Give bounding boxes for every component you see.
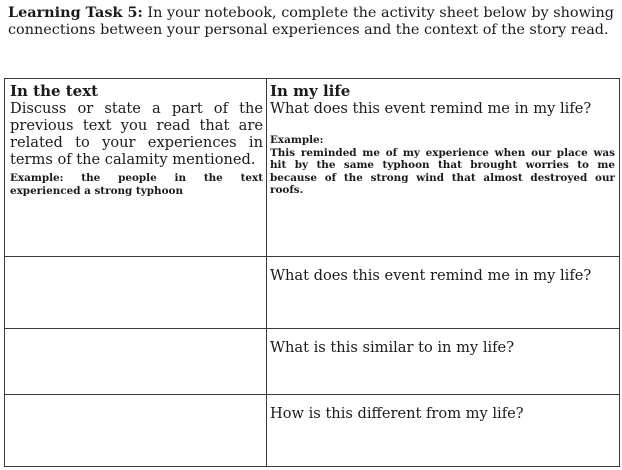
right-question: What does this event remind me in my life? <box>270 100 592 117</box>
task-label: Learning Task 5: <box>8 4 143 21</box>
task-text: In your notebook, complete the activity sheet below by showing connections between your personal experiences and the context of the story read. <box>8 5 614 38</box>
left-answer-cell <box>5 329 267 395</box>
in-my-life-cell <box>267 79 620 257</box>
right-example-label: Example: <box>270 134 324 146</box>
left-answer-cell <box>5 257 267 329</box>
row-question: What does this event remind me in my life? <box>270 267 592 284</box>
right-question-cell <box>267 257 620 329</box>
in-my-life-header: In my life <box>270 82 351 100</box>
left-example: Example: the people in the text experienced a strong typhoon <box>10 172 263 197</box>
table-row <box>5 257 620 329</box>
table-row <box>5 79 620 257</box>
table-row <box>5 329 620 395</box>
left-instruction: Discuss or state a part of the previous text you read that are related to your experiences in terms of the calamity mentioned. <box>10 100 263 168</box>
row-question: How is this different from my life? <box>270 405 524 422</box>
in-the-text-cell <box>5 79 267 257</box>
table-row <box>5 395 620 467</box>
right-question-cell <box>267 395 620 467</box>
learning-task-instructions <box>8 4 614 39</box>
right-question-cell <box>267 329 620 395</box>
right-example: This reminded me of my experience when our place was hit by the same typhoon that brought worries to me because of the strong wind that almost destroyed our roofs. <box>270 146 615 196</box>
activity-sheet-table <box>4 78 620 467</box>
in-the-text-header: In the text <box>10 82 99 100</box>
row-question: What is this similar to in my life? <box>270 339 515 356</box>
left-answer-cell <box>5 395 267 467</box>
